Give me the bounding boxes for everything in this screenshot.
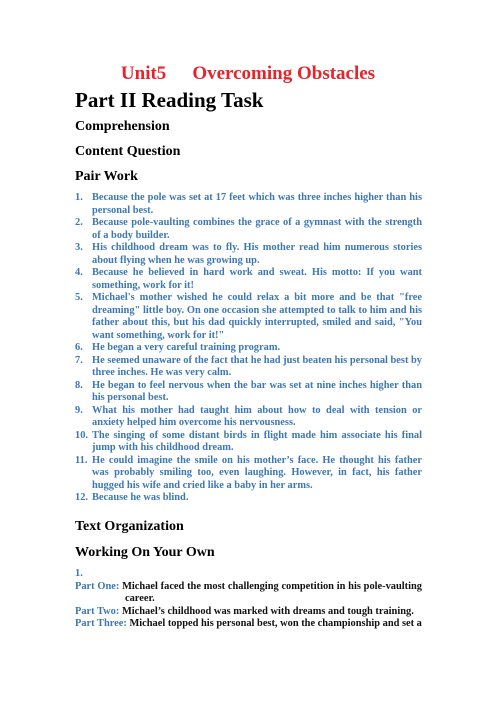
part-three-label: Part Three:: [75, 618, 127, 629]
unit-name: Overcoming Obstacles: [192, 63, 376, 84]
answer-text: The singing of some distant birds in flight made him associate his final jump with his childhood dream.: [92, 429, 422, 453]
part-one-text: Michael faced the most challenging competition in his pole-vaulting career.: [122, 580, 422, 604]
answer-text: He could imagine the smile on his mother’s face. He thought his father was probably smiling too, even laughing. However, in fact, his father hugged his wife and cried like a baby in her arms.: [92, 454, 422, 491]
unit-title: [0, 63, 496, 85]
answer-item: [75, 492, 422, 505]
comprehension-heading: Comprehension: [75, 119, 170, 134]
answer-number: 10.: [75, 429, 88, 441]
working-on-your-own-heading: Working On Your Own: [75, 545, 215, 560]
answer-text: What his mother had taught him about how to deal with tension or anxiety helped him overcome his nervousness.: [92, 404, 422, 428]
answer-text: Because the pole was set at 17 feet which was three inches higher than his personal best.: [92, 192, 422, 216]
answer-number: 11.: [75, 454, 88, 466]
answer-number: 4.: [75, 267, 83, 278]
answer-item: [75, 342, 422, 355]
answer-number: 6.: [75, 342, 83, 353]
answer-number: 2.: [75, 217, 83, 228]
answer-number: 7.: [75, 354, 83, 366]
answer-item: [75, 380, 422, 405]
part-one-label: Part One:: [75, 580, 120, 592]
answer-number: 3.: [75, 242, 83, 253]
answer-text: His childhood dream was to fly. His mother read him numerous stories about flying when he was growing up.: [92, 242, 422, 266]
organization-item-number: 1.: [75, 568, 83, 579]
answer-item: [75, 292, 422, 342]
answer-number: 9.: [75, 404, 83, 416]
pair-work-heading: Pair Work: [75, 169, 138, 184]
answer-number: 1.: [75, 192, 83, 203]
part-heading: Part II Reading Task: [75, 88, 264, 112]
answer-item: [75, 455, 422, 493]
answer-item: [75, 405, 422, 430]
answer-text: Because he believed in hard work and sweat. His motto: If you want something, work for it!: [92, 267, 422, 291]
part-two-label: Part Two:: [75, 605, 120, 617]
part-one-line: [75, 581, 422, 606]
part-two-line: [75, 606, 422, 619]
content-question-heading: Content Question: [75, 144, 181, 159]
answer-text: He began to feel nervous when the bar was set at nine inches higher than his personal best.: [92, 379, 422, 403]
answer-number: 12.: [75, 492, 88, 503]
answer-item: [75, 192, 422, 217]
part-three-line: [75, 618, 422, 631]
answer-text: He began a very careful training program.: [92, 342, 281, 353]
organization-section: [75, 568, 422, 631]
answer-list: [75, 192, 422, 505]
answer-text: Because he was blind.: [92, 492, 189, 503]
answer-text: He seemed unaware of the fact that he had just beaten his personal best by three inches. He was very calm.: [92, 354, 422, 378]
unit-number: Unit5: [120, 63, 167, 84]
answer-text: Because pole-vaulting combines the grace of a gymnast with the strength of a body builder.: [92, 217, 422, 241]
answer-item: [75, 355, 422, 380]
answer-number: 5.: [75, 292, 83, 303]
text-organization-heading: Text Organization: [75, 519, 184, 534]
part-two-text: Michael’s childhood was marked with dreams and tough training.: [121, 605, 414, 617]
answer-text: Michael's mother wished he could relax a bit more and be that "free dreaming" little boy. On one occasion she attempted to talk to him and his father about this, but his dad quickly interrupted, smiled and said, "You want something, work for it!": [92, 292, 422, 341]
answer-item: [75, 267, 422, 292]
part-three-text: Michael topped his personal best, won the championship and set a: [129, 618, 422, 629]
answer-item: [75, 430, 422, 455]
answer-item: [75, 242, 422, 267]
answer-item: [75, 217, 422, 242]
answer-number: 8.: [75, 379, 83, 391]
